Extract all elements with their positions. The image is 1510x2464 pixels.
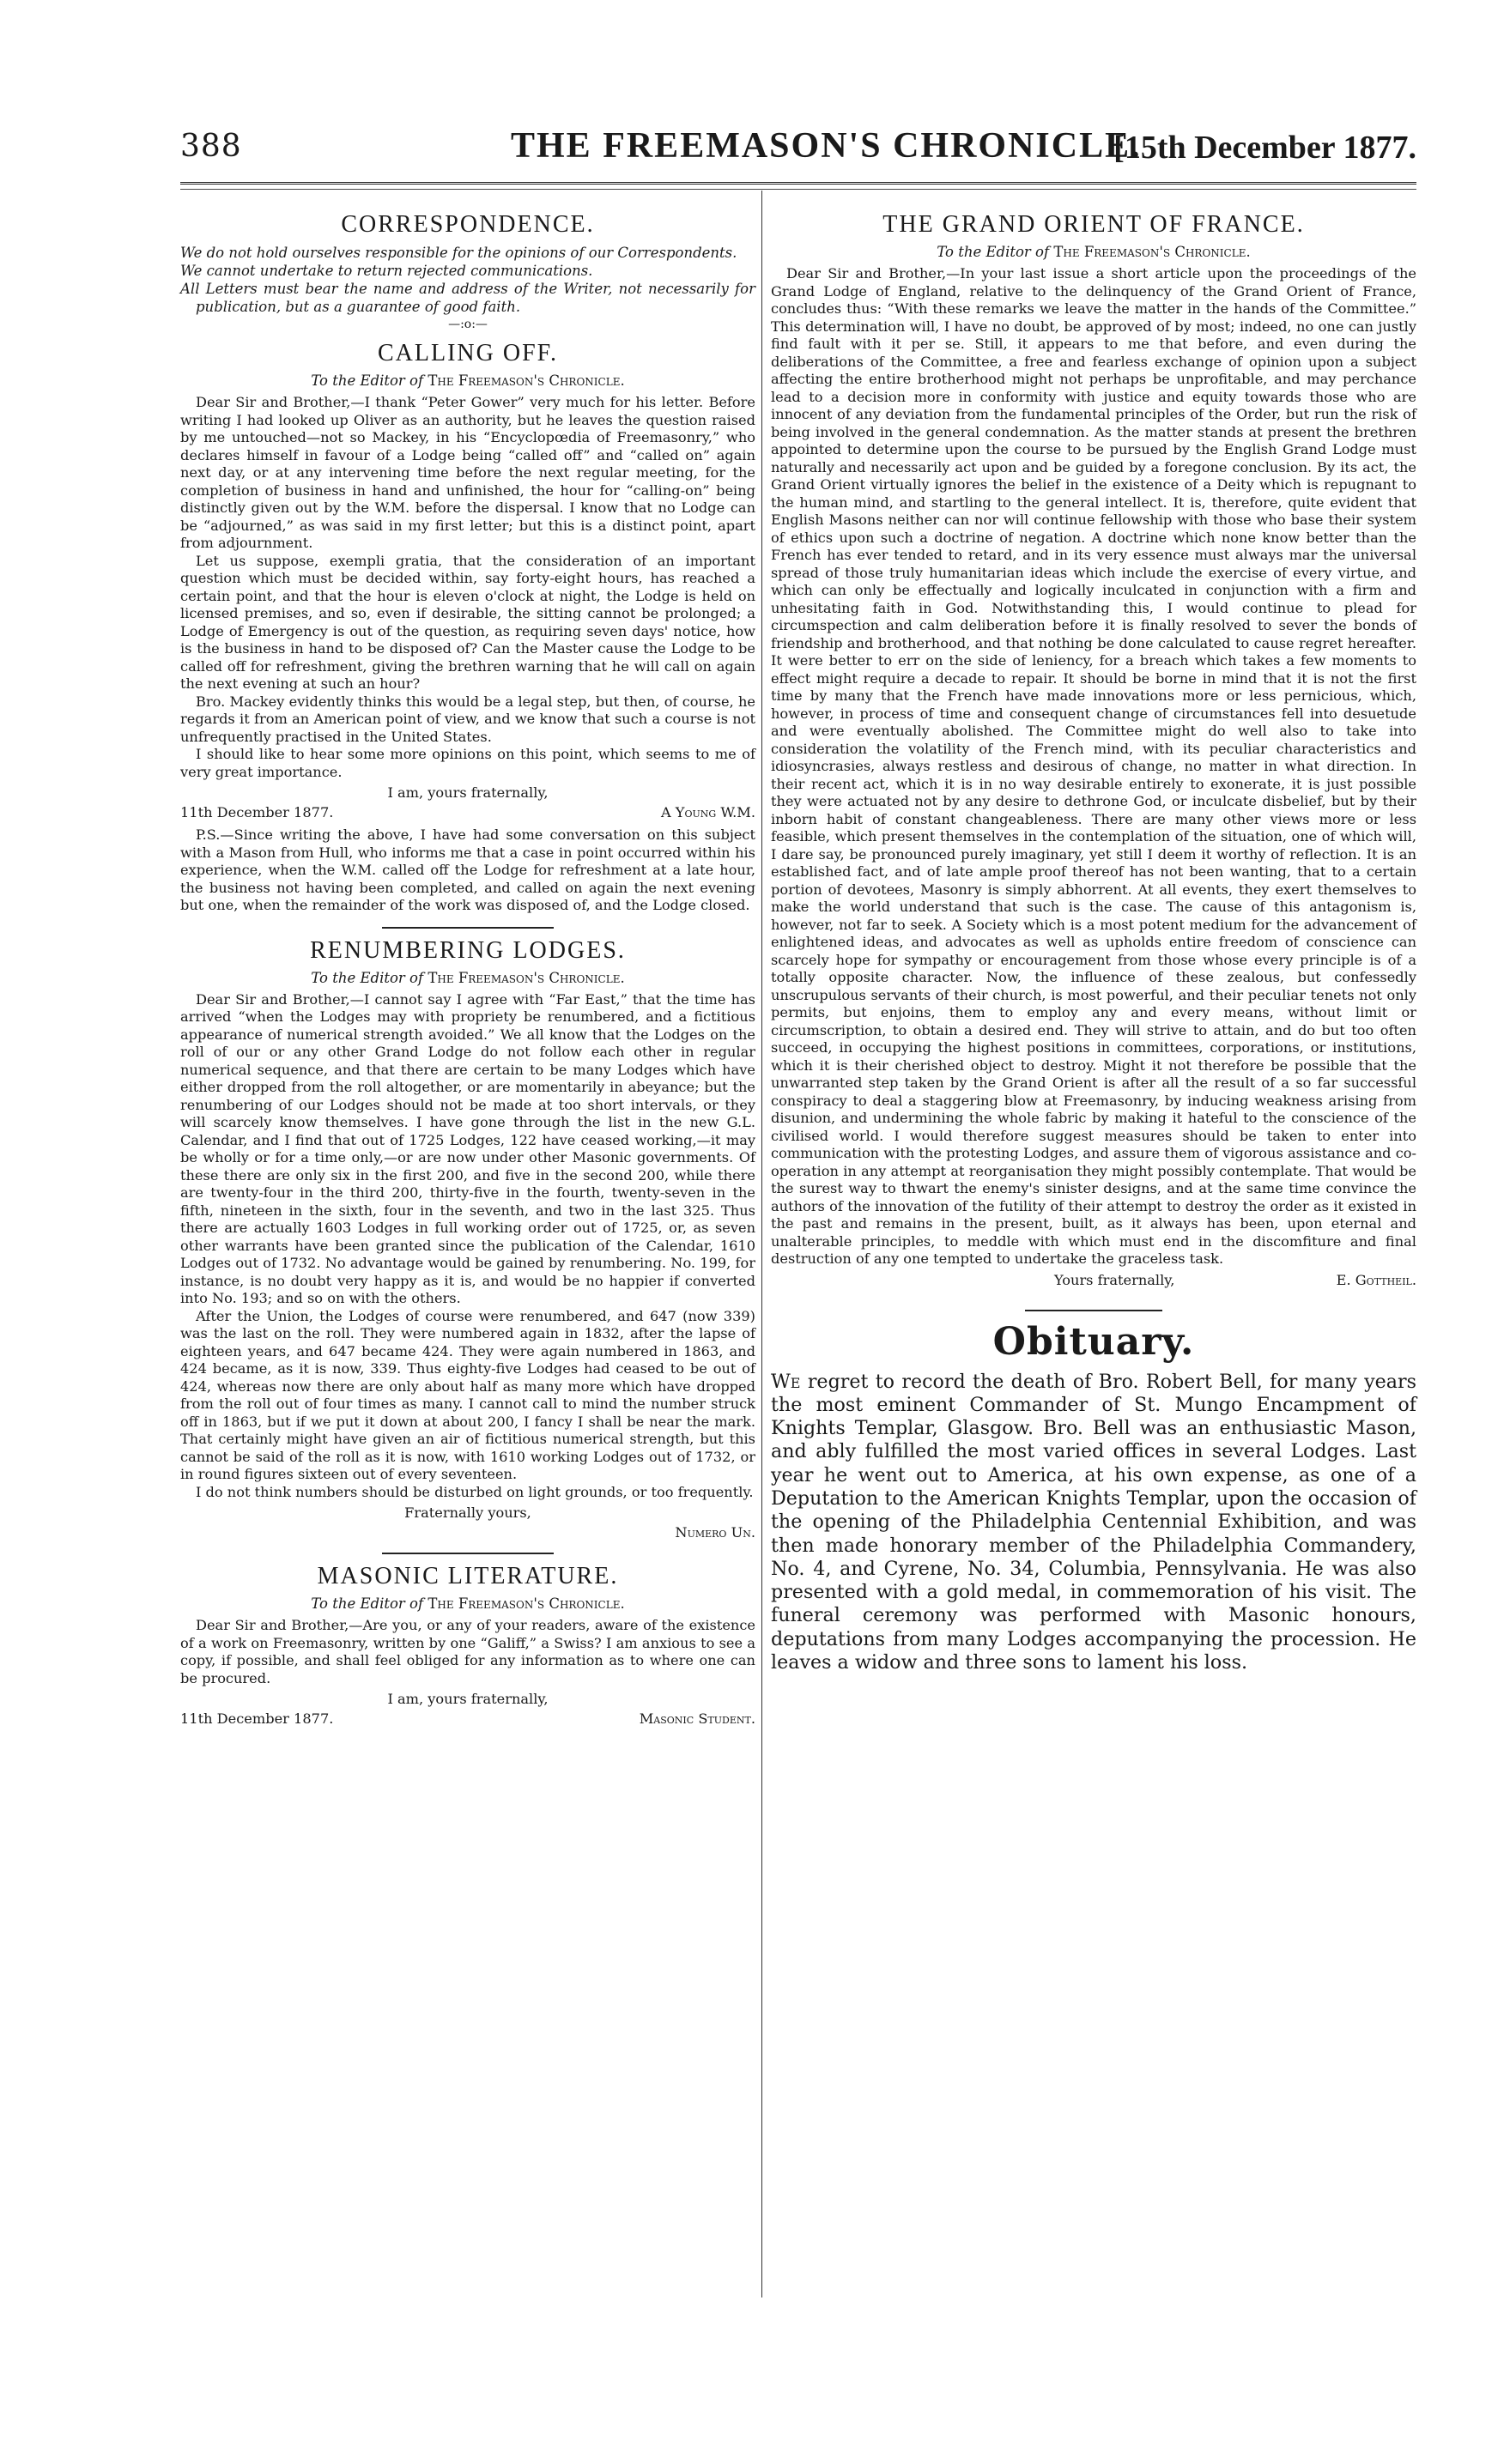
obituary-article (771, 1320, 1416, 1675)
masthead-rule (180, 182, 1416, 185)
renumbering-paragraph-1: Dear Sir and Brother,—I cannot say I agree with “Far East,” that the time has arrived “when the Lodges may with propriety be renumbered, and a fictitious appearance of numerical strength avoided.” We all know that the Lodges on the roll of our or any other Grand Lodge do not follow each other in regular numerical sequence, and that there are certain to be many Lodges which have either dropped from the roll altogether, or are momentarily in abeyance; but the renumbering of our Lodges should not be made at too short intervals, or they will scarcely know themselves. I have gone through the list in the new G.L. Calendar, and I find that out of 1725 Lodges, 122 have ceased working,—it may be wholly or for a time only,—or are now under other Masonic governments. Of these there are only six in the first 200, and five in the second 200, while there are twenty-four in the third 200, thirty-five in the fourth, twenty-seven in the fifth, nineteen in the sixth, four in the seventh, and two in the last 325. Thus there are actually 1603 Lodges in full working order out of 1725, or, as seven other warrants have been granted since the publication of the Calendar, 1610 Lodges out of 1732. No advantage would be gained by renumbering. No. 199, for instance, is no doubt very happy as it is, and would be no happier if converted into No. 193; and so on with the others. (180, 990, 755, 1306)
grand-orient-to-editor (771, 244, 1416, 260)
masthead (180, 126, 1416, 179)
masthead-rule-thin (180, 189, 1416, 190)
renumbering-to-editor (180, 970, 755, 986)
calling-off-date: 11th December 1877. (180, 804, 334, 820)
obituary-paragraph (771, 1371, 1416, 1675)
article-divider (382, 927, 554, 929)
literature-signature: Masonic Student. (639, 1710, 755, 1727)
column-divider (761, 191, 762, 2298)
paper-name: The Freemason's Chronicle. (428, 1595, 625, 1612)
paper-name: The Freemason's Chronicle. (428, 372, 625, 389)
issue-date: [15th December 1877. (1113, 130, 1416, 166)
calling-off-to-editor (180, 372, 755, 389)
literature-closing: I am, yours fraternally, (387, 1691, 549, 1707)
grand-orient-signoff (771, 1272, 1416, 1291)
calling-off-paragraph-1: Dear Sir and Brother,—I thank “Peter Gower” very much for his letter. Before writing I had looked up Oliver as an authority, but he leaves the question raised by me untouched—not so Mackey, in his “Encyclopœdia of Freemasonry,” who declares himself in favour of a Lodge being “called off” and “called on” again next day, or at any intervening time before the next regular meeting, for the completion of business in hand and unfinished, the hour for “calling-on” being distinctly given out by the W.M. before the dispersal. I know that no Lodge can be “adjourned,” as was said in my first letter; but this is a distinct point, apart from adjournment. (180, 394, 755, 551)
obituary-first-word: We (771, 1370, 801, 1393)
grand-orient-signature: E. Gottheil. (1336, 1271, 1416, 1288)
calling-off-heading: CALLING OFF. (378, 340, 558, 366)
literature-signoff (180, 1710, 755, 1729)
notice-responsibility: We do not hold ourselves responsible for the opinions of our Correspondents. (180, 245, 737, 261)
calling-off-article (180, 340, 755, 929)
separator: —:o:— (448, 318, 488, 331)
to-editor-text: To the Editor of (937, 244, 1050, 260)
to-editor-text: To the Editor of (311, 969, 424, 986)
grand-orient-paragraph-1: Dear Sir and Brother,—In your last issue a short article upon the proceedings of the Grand Lodge of England, relative to the delinquency of the Grand Orient of France, concludes thus: “With these remarks we leave the matter in the hands of the Committee.” This determination will, I have no doubt, be approved of by most; indeed, no one can justly find fault with it per se. Still, it appears to me that before, and even during the deliberations of the Committee, a free and fearless exchange of opinion upon a subject affecting the entire brotherhood might not perhaps be unprofitable, and may perchance lead to a decision more in conformity with justice and equity towards those who are innocent of any deviation from the fundamental principles of the Order, but run the risk of being involved in the general condemnation. As the matter stands at present the brethren appointed to determine upon the course to be pursued by the English Grand Lodge must naturally and necessarily act upon and be guided by a foregone conclusion. By its act, the Grand Orient virtually ignores the belief in the existence of a Deity which is repugnant to the human mind, and startling to the general intellect. It is, therefore, quite evident that English Masons neither can nor will continue fellowship with those who base their system of ethics upon such a doctrine of negation. A doctrine which none know better than the French has ever tended to retard, and in its very essence must always mar the universal spread of those truly humanitarian ideas which include the exercise of every virtue, and which can only be effectually and logically inculcated in conjunction with a firm and unhesitating faith in God. Notwithstanding this, I would continue to plead for circumspection and calm deliberation before it is finally resolved to sever the bonds of friendship and brotherhood, and that nothing be done calculated to cause regret hereafter. It were better to err on the side of leniency, for a breach which takes a few moments to effect might require a decade to repair. It should be borne in mind that it is not the first time by many that the French have made innovations more or less pernicious, which, however, in process of time and consequent change of circumstances fell into desuetude and were eventually abolished. The Committee might do well also to take into consideration the volatility of the French mind, with its peculiar characteristics and idiosyncrasies, always restless and desirous of change, no matter in what direction. In their recent act, which it is in no way desirable entirely to exonerate, it is just possible they were actuated not by any desire to dethrone God, or inculcate disbelief, but by their inborn habit of constant changeableness. There are many other views more or less feasible, which present themselves in the contemplation of the situation, one of which will, I dare say, be pronounced purely imaginary, yet still I deem it worthy of reflection. It is an established fact, and of late ample proof thereof has not been wanting, that to a certain portion of devotees, Masonry is simply abhorrent. At all events, they exert themselves to make the world understand that such is the case. The cause of this antagonism is, however, not far to seek. A Society which is a most potent medium for the advancement of enlightened ideas, and advocates as well as upholds entire freedom of conscience can scarcely hope for sympathy or encouragement from those whose every principle is of a totally opposite character. Now, the influence of these zealous, but confessedly unscrupulous servants of their church, is most powerful, and their peculiar tenets not only permits, but enjoins, them to employ any and every means, without limit or circumscription, to obtain a desired end. They will strive to attain, and do but too often succeed, in occupying the highest positions in committees, corporations, or institutions, which it is their cherished object to destroy. Might it not therefore be possible that the unwarranted step taken by the Grand Orient is after all the result of a so far successful conspiracy to deal a staggering blow at Freemasonry, by inducing weakness arising from disunion, and undermining the whole fabric by making it hateful to the conscience of the civilised world. I would therefore suggest measures should be taken to enter into communication with the protesting Lodges, and assure them of vigorous assistance and co-operation in any attempt at reorganisation they might possibly contemplate. That would be the surest way to thwart the enemy's sinister designs, and at the same time convince the authors of the innovation of the futility of their attempt to destroy the order as it existed in the past and remains in the present, built, as it always has been, upon eternal and unalterable principles, to meddle with which must end in the discomfiture and final destruction of any one tempted to undertake the graceless task. (771, 265, 1416, 1267)
obituary-heading: Obituary. (992, 1319, 1195, 1364)
grand-orient-article (771, 211, 1416, 1311)
literature-to-editor (180, 1595, 755, 1612)
renumbering-article (180, 937, 755, 1555)
calling-off-closing: I am, yours fraternally, (387, 784, 549, 801)
calling-off-postscript: P.S.—Since writing the above, I have had some conversation on this subject with a Mason from Hull, who informs me that a case in point occurred within his experience, when the W.M. called off the Lodge for refreshment at a late hour, the business not having been completed, and called on again the next evening but one, when the remainder of the work was disposed of, and the Lodge closed. (180, 826, 755, 913)
article-divider (382, 1553, 554, 1554)
literature-paragraph-1: Dear Sir and Brother,—Are you, or any of your readers, aware of the existence of a work on Freemasonry, written by one “Galiff,” a Swiss? I am anxious to see a copy, if possible, and shall feel obliged for any information as to where one can be procured. (180, 1617, 755, 1686)
correspondence-heading: CORRESPONDENCE. (341, 211, 595, 238)
notice-letters: All Letters must bear the name and address of the Writer, not necessarily for publication, but as a guarantee of good faith. (180, 281, 755, 315)
literature-date: 11th December 1877. (180, 1710, 334, 1727)
calling-off-paragraph-4: I should like to hear some more opinions on this point, which seems to me of very great importance. (180, 746, 755, 780)
to-editor-text: To the Editor of (311, 372, 424, 389)
page-number: 388 (180, 129, 242, 164)
grand-orient-heading: THE GRAND ORIENT OF FRANCE. (882, 211, 1305, 238)
literature-article (180, 1563, 755, 1729)
article-divider (1025, 1310, 1162, 1311)
calling-off-paragraph-2: Let us suppose, exempli gratia, that the consideration of an important question which must be decided within, say forty-eight hours, has reached a certain point, and that the hour is eleven o'clock at night, the Lodge is held on licensed premises, and so, even if desirable, the sitting cannot be prolonged; a Lodge of Emergency is out of the question, as requiring seven days' notice, how is the business in hand to be disposed of? Can the Master cause the Lodge to be called off for refreshment, giving the brethren warning that he will call on again the next evening at such an hour? (180, 552, 755, 692)
newspaper-title: THE FREEMASON'S CHRONICLE. (511, 126, 1142, 166)
paper-name: The Freemason's Chronicle. (428, 969, 625, 986)
right-column (771, 203, 1416, 1674)
calling-off-signoff (180, 804, 755, 823)
correspondence-section (180, 211, 755, 331)
renumbering-paragraph-2: After the Union, the Lodges of course were renumbered, and 647 (now 339) was the last on the roll. They were numbered again in 1832, after the lapse of eighteen years, and 647 became 424. They were again numbered in 1863, and 424 became, as it is now, 339. Thus eighty-five Lodges had ceased to be out of 424, whereas now there are only about half as many more which have dropped from the roll out of four times as many. I cannot call to mind the number struck off in 1863, but if we put it down at about 200, I fancy I shall be near the mark. That certainly might have given an air of fictitious numerical strength, but this cannot be said of the roll as it is now, with 1610 working Lodges out of 1732, or in round figures sixteen out of every seventeen. (180, 1307, 755, 1482)
calling-off-signature: A Young W.M. (660, 804, 755, 820)
to-editor-text: To the Editor of (311, 1595, 424, 1612)
obituary-text: regret to record the death of Bro. Robert Bell, for many years the most eminent Commander of St. Mungo Encampment of Knights Templar, Glasgow. Bro. Bell was an enthusiastic Mason, and ably fulfilled the most varied offices in several Lodges. Last year he went out to America, at his own expense, as one of a Deputation to the American Knights Templar, upon the occasion of the opening of the Philadelphia Centennial Exhibition, and was then made honorary member of the Philadelphia Commandery, No. 4, and Cyrene, No. 34, Columbia, Pennsylvania. He was also presented with a gold medal, in commemoration of his visit. The funeral ceremony was performed with Masonic honours, deputations from many Lodges accompanying the procession. He leaves a widow and three sons to lament his loss. (771, 1370, 1416, 1674)
grand-orient-closing: Yours fraternally, (1054, 1271, 1175, 1288)
literature-heading: MASONIC LITERATURE. (317, 1563, 619, 1589)
paper-name: The Freemason's Chronicle. (1053, 244, 1251, 260)
renumbering-closing: Fraternally yours, (404, 1504, 531, 1521)
renumbering-signature: Numero Un. (675, 1524, 755, 1541)
left-column (180, 203, 755, 1733)
calling-off-paragraph-3: Bro. Mackey evidently thinks this would be a legal step, but then, of course, he regards it from an American point of view, and we know that such a course is not unfrequently practised in the United States. (180, 693, 755, 745)
renumbering-heading: RENUMBERING LODGES. (310, 936, 626, 964)
notice-return: We cannot undertake to return rejected communications. (180, 263, 593, 279)
renumbering-paragraph-3: I do not think numbers should be disturbed on light grounds, or too frequently. (196, 1483, 754, 1500)
